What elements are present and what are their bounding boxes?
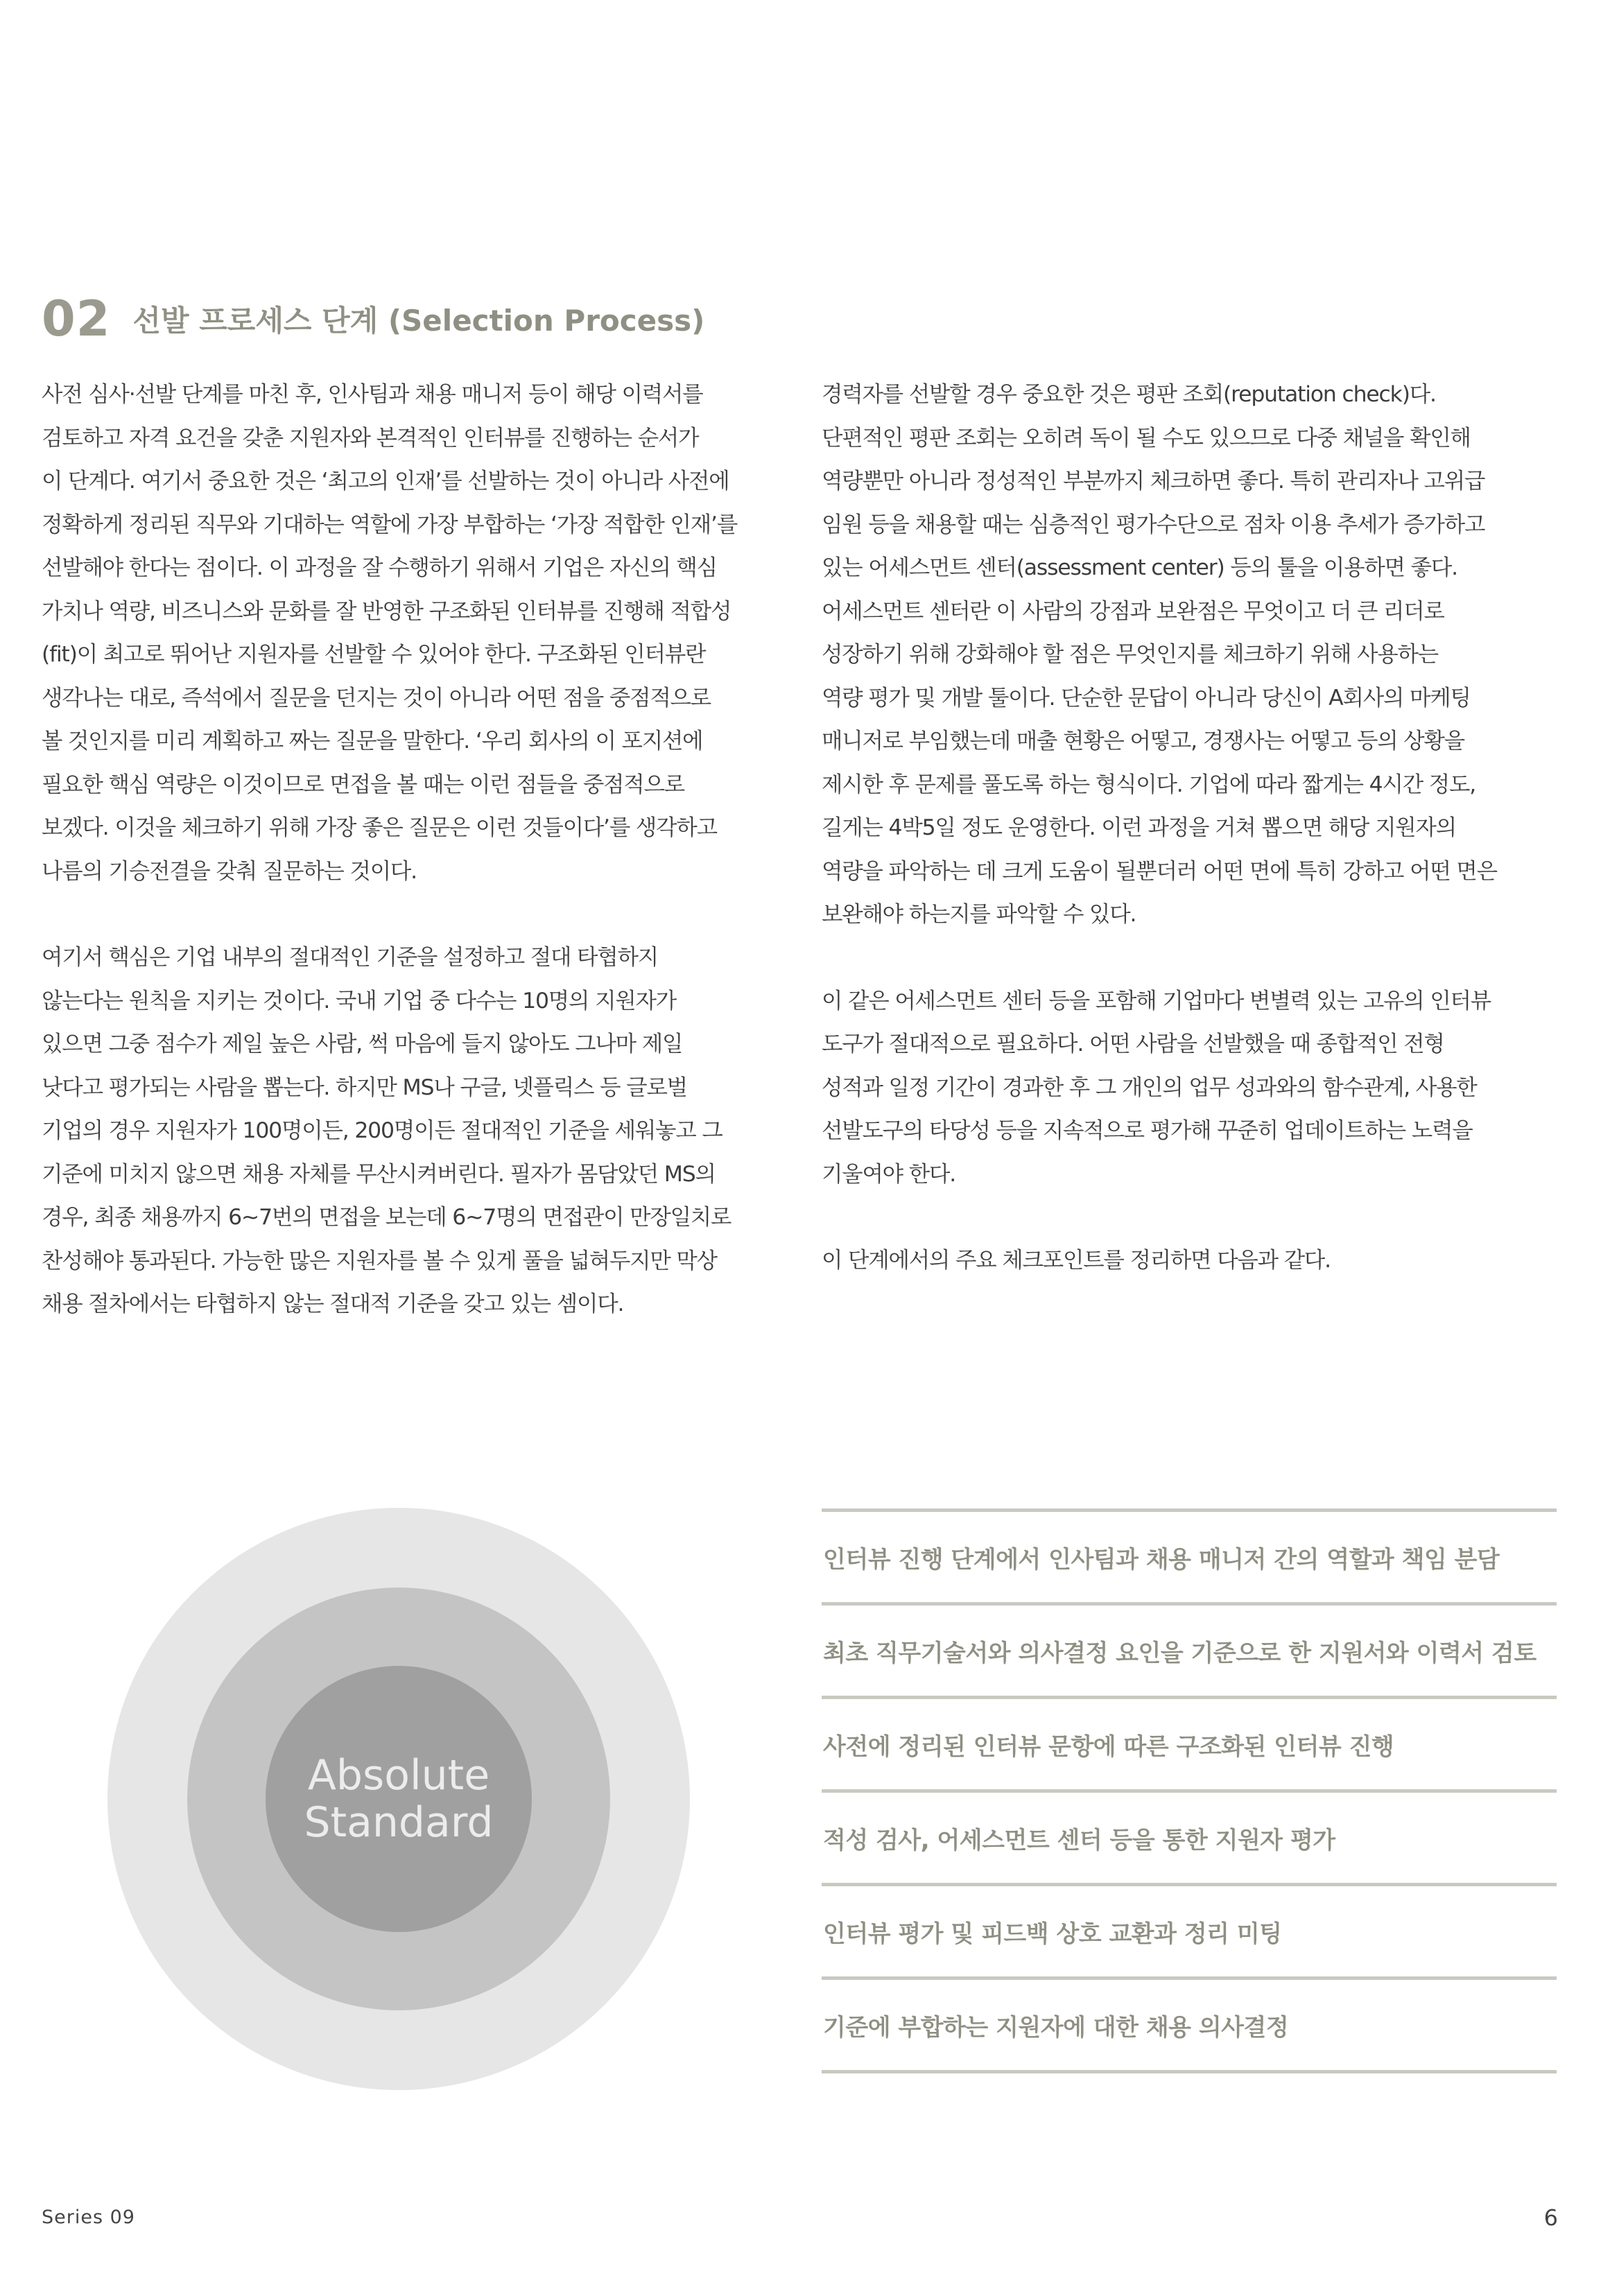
section-heading: [42, 281, 704, 357]
left-column: [42, 373, 783, 1326]
diagram-label-line2: Standard: [304, 1798, 494, 1847]
section-title: 선발 프로세스 단계 (Selection Process): [132, 304, 705, 338]
checkpoint-item: 최초 직무기술서와 의사결정 요인을 기준으로 한 지원서와 이력서 검토: [822, 1606, 1557, 1699]
checkpoint-item: 사전에 정리된 인터뷰 문항에 따른 구조화된 인터뷰 진행: [822, 1699, 1557, 1793]
checkpoint-list: [822, 1508, 1557, 2073]
absolute-standard-diagram: [107, 1508, 690, 2090]
diagram-label: [266, 1666, 532, 1932]
checkpoint-item: 적성 검사, 어세스먼트 센터 등을 통한 지원자 평가: [822, 1793, 1557, 1886]
body-paragraph: 사전 심사·선발 단계를 마친 후, 인사팀과 채용 매니저 등이 해당 이력서를 검토하고 자격 요건을 갖춘 지원자와 본격적인 인터뷰를 진행하는 순서가 이 단계다. 여기서 중요한 것은 ‘최고의 인재’를 선발하는 것이 아니라 사전에 정확하게 정리된 직무와 기대하는 역할에 가장 부합하는 ‘가장 적합한 인재’를 선발해야 한다는 점이다. 이 과정을 잘 수행하기 위해서 기업은 자신의 핵심 가치나 역량, 비즈니스와 문화를 잘 반영한 구조화된 인터뷰를 진행해 적합성 (fit)이 최고로 뛰어난 지원자를 선발할 수 있어야 한다. 구조화된 인터뷰란 생각나는 대로, 즉석에서 질문을 던지는 것이 아니라 어떤 점을 중점적으로 볼 것인지를 미리 계획하고 짜는 질문을 말한다. ‘우리 회사의 이 포지션에 필요한 핵심 역량은 이것이므로 면접을 볼 때는 이런 점들을 중점적으로 보겠다. 이것을 체크하기 위해 가장 좋은 질문은 이런 것들이다’를 생각하고 나름의 기승전결을 갖춰 질문하는 것이다.: [42, 382, 738, 884]
body-paragraph: 여기서 핵심은 기업 내부의 절대적인 기준을 설정하고 절대 타협하지 않는다는 원칙을 지키는 것이다. 국내 기업 중 다수는 10명의 지원자가 있으면 그중 점수가 제일 높은 사람, 썩 마음에 들지 않아도 그나마 제일 낫다고 평가되는 사람을 뽑는다. 하지만 MS나 구글, 넷플릭스 등 글로벌 기업의 경우 지원자가 100명이든, 200명이든 절대적인 기준을 세워놓고 그 기준에 미치지 않으면 채용 자체를 무산시켜버린다. 필자가 몸담았던 MS의 경우, 최종 채용까지 6~7번의 면접을 보는데 6~7명의 면접관이 만장일치로 찬성해야 통과된다. 가능한 많은 지원자를 볼 수 있게 풀을 넓혀두지만 막상 채용 절차에서는 타협하지 않는 절대적 기준을 갖고 있는 셈이다.: [42, 945, 731, 1316]
series-label: Series 09: [42, 2207, 135, 2228]
body-paragraph: 이 단계에서의 주요 체크포인트를 정리하면 다음과 같다.: [822, 1248, 1331, 1273]
body-paragraph: 이 같은 어세스먼트 센터 등을 포함해 기업마다 변별력 있는 고유의 인터뷰 도구가 절대적으로 필요하다. 어떤 사람을 선발했을 때 종합적인 전형 성적과 일정 기간이 경과한 후 그 개인의 업무 성과와의 함수관계, 사용한 선발도구의 타당성 등을 지속적으로 평가해 꾸준히 업데이트하는 노력을 기울여야 한다.: [822, 988, 1491, 1187]
checkpoint-item: 기준에 부합하는 지원자에 대한 채용 의사결정: [822, 1980, 1557, 2073]
right-column: [822, 373, 1567, 1282]
page-number: 6: [1543, 2204, 1558, 2231]
diagram-label-line1: Absolute: [307, 1751, 490, 1800]
section-number: 02: [42, 290, 111, 347]
body-paragraph: 경력자를 선발할 경우 중요한 것은 평판 조회(reputation check)다. 단편적인 평판 조회는 오히려 독이 될 수도 있으므로 다중 채널을 확인해 역량뿐만 아니라 정성적인 부분까지 체크하면 좋다. 특히 관리자나 고위급 임원 등을 채용할 때는 심층적인 평가수단으로 점차 이용 추세가 증가하고 있는 어세스먼트 센터(assessment center) 등의 툴을 이용하면 좋다. 어세스먼트 센터란 이 사람의 강점과 보완점은 무엇이고 더 큰 리더로 성장하기 위해 강화해야 할 점은 무엇인지를 체크하기 위해 사용하는 역량 평가 및 개발 툴이다. 단순한 문답이 아니라 당신이 A회사의 마케팅 매니저로 부임했는데 매출 현황은 어떻고, 경쟁사는 어떻고 등의 상황을 제시한 후 문제를 풀도록 하는 형식이다. 기업에 따라 짧게는 4시간 정도, 길게는 4박5일 정도 운영한다. 이런 과정을 거쳐 뽑으면 해당 지원자의 역량을 파악하는 데 크게 도움이 될뿐더러 어떤 면에 특히 강하고 어떤 면은 보완해야 하는지를 파악할 수 있다.: [822, 382, 1497, 927]
checkpoint-item: 인터뷰 평가 및 피드백 상호 교환과 정리 미팅: [822, 1886, 1557, 1980]
checkpoint-item: 인터뷰 진행 단계에서 인사팀과 채용 매니저 간의 역할과 책임 분담: [822, 1512, 1557, 1606]
